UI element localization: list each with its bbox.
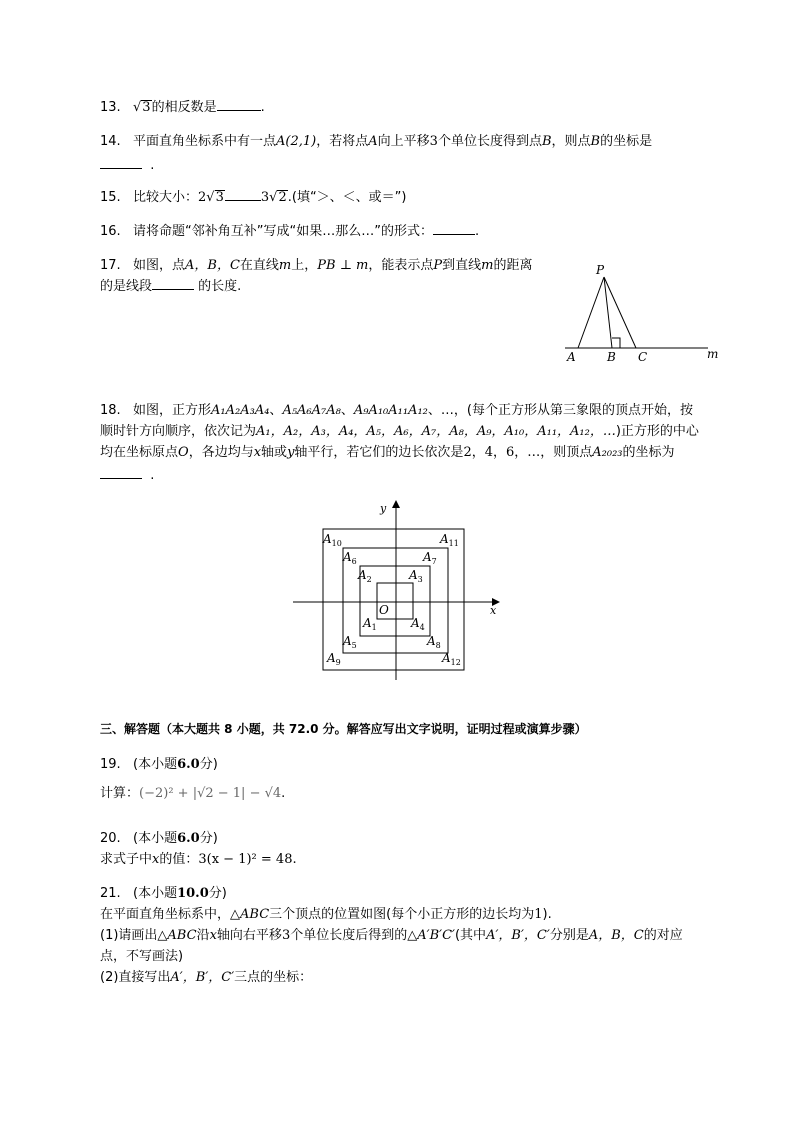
math-point: A(2,1) — [276, 134, 317, 149]
question-text: (2)直接写出 — [100, 970, 171, 985]
question-text: 的值： — [159, 852, 199, 867]
score-label: (本小题 — [133, 757, 178, 772]
question-text: 如图，点 — [133, 258, 186, 273]
math-triangle: △ABC — [230, 907, 270, 922]
answer-blank — [100, 156, 142, 169]
question-number: 19. — [100, 757, 121, 772]
right-angle-mark — [612, 338, 620, 348]
score-points: 10.0 — [177, 886, 209, 901]
math-var: B — [541, 134, 552, 149]
question-text: 沿 — [196, 928, 210, 943]
math-num: 1 — [534, 907, 543, 922]
math-square: A₅A₆A₇A₈ — [282, 403, 341, 418]
figure-18 — [290, 498, 505, 688]
score-points: 6.0 — [177, 831, 200, 846]
math-var: y — [287, 445, 295, 460]
question-text: 轴向右平移 — [216, 928, 282, 943]
question-text: 分别是 — [549, 928, 589, 943]
math-points: A′，B′，C′ — [170, 970, 235, 985]
label-A: A — [567, 350, 576, 364]
question-21-header — [100, 885, 227, 903]
vertex-label-11: $A_{11}$ — [440, 532, 459, 548]
question-number: 21. — [100, 886, 121, 901]
math-points: A，B，C — [588, 928, 644, 943]
math-var: A₂₀₂₃ — [592, 445, 623, 460]
score-points: 6.0 — [177, 757, 200, 772]
vertex-label-2: $A_2$ — [358, 568, 372, 584]
question-text: 的坐标为 — [622, 445, 675, 460]
question-14 — [100, 133, 652, 151]
question-text: ，各边均与 — [188, 445, 254, 460]
axis-label-y: y — [380, 502, 387, 515]
question-text: 如图，正方形 — [133, 403, 212, 418]
math-var: x — [152, 852, 160, 867]
question-21-line4 — [100, 969, 312, 987]
question-text: ，则顶点 — [540, 445, 593, 460]
vertex-label-4: $A_4$ — [411, 616, 425, 632]
question-18-line2 — [100, 423, 699, 441]
question-text: 的坐标是 — [600, 134, 653, 149]
sqrt-sign: √ — [206, 190, 215, 205]
separator: 、 — [269, 403, 283, 418]
math-points: A′，B′，C′ — [486, 928, 550, 943]
question-14-line2: . — [100, 156, 154, 175]
question-text: ). — [542, 907, 552, 922]
question-text: 顺时针方向顺序，依次记为 — [100, 424, 257, 439]
question-18-line3 — [100, 444, 675, 462]
question-text: 均在坐标原点 — [100, 445, 179, 460]
question-text: 的长度. — [198, 279, 242, 294]
math-num: 2 — [198, 190, 207, 205]
question-text: 平面直角坐标系中有一点 — [133, 134, 277, 149]
question-text: 比较大小： — [133, 190, 199, 205]
math-var: x — [209, 928, 217, 943]
question-text: .(填“＞、＜、或＝”) — [287, 190, 407, 205]
question-text: 的相反数是 — [151, 100, 217, 115]
math-expression: (−2)² + |√2 − 1| − √4 — [139, 786, 282, 801]
question-text: 在直线 — [239, 258, 279, 273]
sqrt-sign: √ — [269, 190, 278, 205]
question-text: 求式子中 — [100, 852, 153, 867]
question-text: 请将命题“邻补角互补”写成“如果…那么…”的形式： — [133, 224, 433, 239]
vertex-label-12: $A_{12}$ — [442, 651, 461, 667]
vertex-label-1: $A_1$ — [363, 616, 377, 632]
question-text: 个单位长度得到点 — [437, 134, 542, 149]
answer-blank — [100, 466, 142, 479]
question-21-line3 — [100, 948, 183, 966]
question-number: 17. — [100, 258, 121, 273]
question-21-line2 — [100, 927, 683, 945]
math-triangle: △ABC — [157, 928, 197, 943]
question-text: 三点的坐标： — [234, 970, 313, 985]
question-text: 向上平移 — [377, 134, 430, 149]
question-text: 轴或 — [261, 445, 288, 460]
question-20-header — [100, 830, 218, 848]
question-number: 13. — [100, 100, 121, 115]
label-m: m — [707, 347, 719, 361]
section-heading: 三、解答题（本大题共 8 小题，共 72.0 分。解答应写出文字说明，证明过程或演算步骤） — [100, 722, 587, 736]
score-unit: 分) — [199, 757, 218, 772]
answer-blank — [217, 98, 261, 111]
math-triangle: △A′B′C′ — [407, 928, 455, 943]
vertex-label-6: $A_6$ — [343, 550, 357, 566]
segment-PC — [604, 277, 636, 348]
math-var: m — [481, 258, 494, 273]
radicand: 3 — [142, 100, 151, 115]
math-num: 3 — [429, 134, 438, 149]
question-text: 的对应 — [643, 928, 683, 943]
question-text: 个单位长度后得到的 — [290, 928, 408, 943]
math-num: 3 — [260, 190, 270, 205]
question-text: 、…，(每个正方形从第三象限的顶点开始，按 — [427, 403, 693, 418]
question-text: 计算： — [100, 786, 140, 801]
math-list: A₁，A₂，A₃，A₄，A₅，A₆，A₇，A₈，A₉，A₁₀，A₁₁，A₁₂，… — [256, 424, 616, 439]
axis-label-x: x — [490, 604, 497, 617]
question-text: 的距离 — [493, 258, 533, 273]
question-number: 20. — [100, 831, 121, 846]
vertex-label-8: $A_8$ — [427, 634, 441, 650]
label-P: P — [596, 263, 605, 277]
question-text: 三个顶点的位置如图(每个小正方形的边长均为 — [269, 907, 535, 922]
sqrt-sign: √ — [133, 100, 142, 115]
question-number: 15. — [100, 190, 121, 205]
question-text: 的是线段 — [100, 279, 153, 294]
segment-PB — [604, 277, 612, 348]
figure-17 — [560, 260, 730, 370]
question-text: ，能表示点 — [368, 258, 434, 273]
question-text: (1)请画出 — [100, 928, 158, 943]
question-18 — [100, 402, 693, 420]
score-unit: 分) — [199, 831, 218, 846]
math-sequence: 2，4，6，… — [463, 445, 541, 460]
question-20-body — [100, 851, 297, 869]
question-17-line2 — [100, 277, 241, 296]
math-var: O — [178, 445, 189, 460]
math-var: m — [278, 258, 292, 273]
vertex-label-9: $A_9$ — [327, 651, 341, 667]
math-num: 3 — [281, 928, 291, 943]
question-19-header — [100, 756, 218, 774]
vertex-label-3: $A_3$ — [409, 568, 423, 584]
math-points: A，B，C — [185, 258, 240, 273]
vertex-label-10: $A_{10}$ — [323, 532, 342, 548]
question-text: )正方形的中心 — [615, 424, 699, 439]
score-label: (本小题 — [133, 886, 178, 901]
math-var: A — [368, 134, 378, 149]
question-text: 点，不写画法) — [100, 949, 184, 964]
score-unit: 分) — [208, 886, 227, 901]
question-18-line4: . — [100, 466, 154, 485]
separator: 、 — [340, 403, 354, 418]
segment-PA — [578, 277, 604, 348]
math-square: A₁A₂A₃A₄ — [211, 403, 270, 418]
question-15 — [100, 188, 406, 207]
answer-blank — [152, 277, 194, 290]
question-number: 14. — [100, 134, 121, 149]
question-text: ，若将点 — [316, 134, 369, 149]
math-expression: PB ⊥ m — [317, 258, 369, 273]
question-19-body — [100, 785, 285, 803]
question-text: 到直线 — [442, 258, 482, 273]
label-C: C — [638, 350, 648, 364]
math-square: A₉A₁₀A₁₁A₁₂ — [353, 403, 428, 418]
radicand: 2 — [278, 190, 287, 205]
question-13: 13. √3的相反数是 . — [100, 100, 265, 115]
answer-blank — [433, 222, 475, 235]
question-text: 上， — [291, 258, 318, 273]
question-number: 16. — [100, 224, 121, 239]
question-21-line1 — [100, 906, 552, 924]
answer-blank — [225, 188, 261, 201]
question-number: 18. — [100, 403, 121, 418]
question-text: (其中 — [454, 928, 487, 943]
math-var: B — [590, 134, 601, 149]
question-16: 16. 请将命题“邻补角互补”写成“如果…那么…”的形式： . — [100, 224, 480, 239]
radicand: 3 — [215, 190, 224, 205]
label-B: B — [607, 350, 616, 364]
math-var: P — [433, 258, 443, 273]
question-17 — [100, 257, 533, 275]
question-text: 轴平行，若它们的边长依次是 — [294, 445, 464, 460]
vertex-label-7: $A_7$ — [423, 550, 437, 566]
origin-label: O — [379, 603, 389, 617]
math-equation: 3(x − 1)² = 48. — [198, 852, 297, 867]
question-text: 在平面直角坐标系中， — [100, 907, 231, 922]
score-label: (本小题 — [133, 831, 178, 846]
math-var: x — [253, 445, 262, 460]
punctuation: . — [281, 786, 286, 801]
vertex-label-5: $A_5$ — [343, 634, 357, 650]
question-text: ，则点 — [551, 134, 591, 149]
